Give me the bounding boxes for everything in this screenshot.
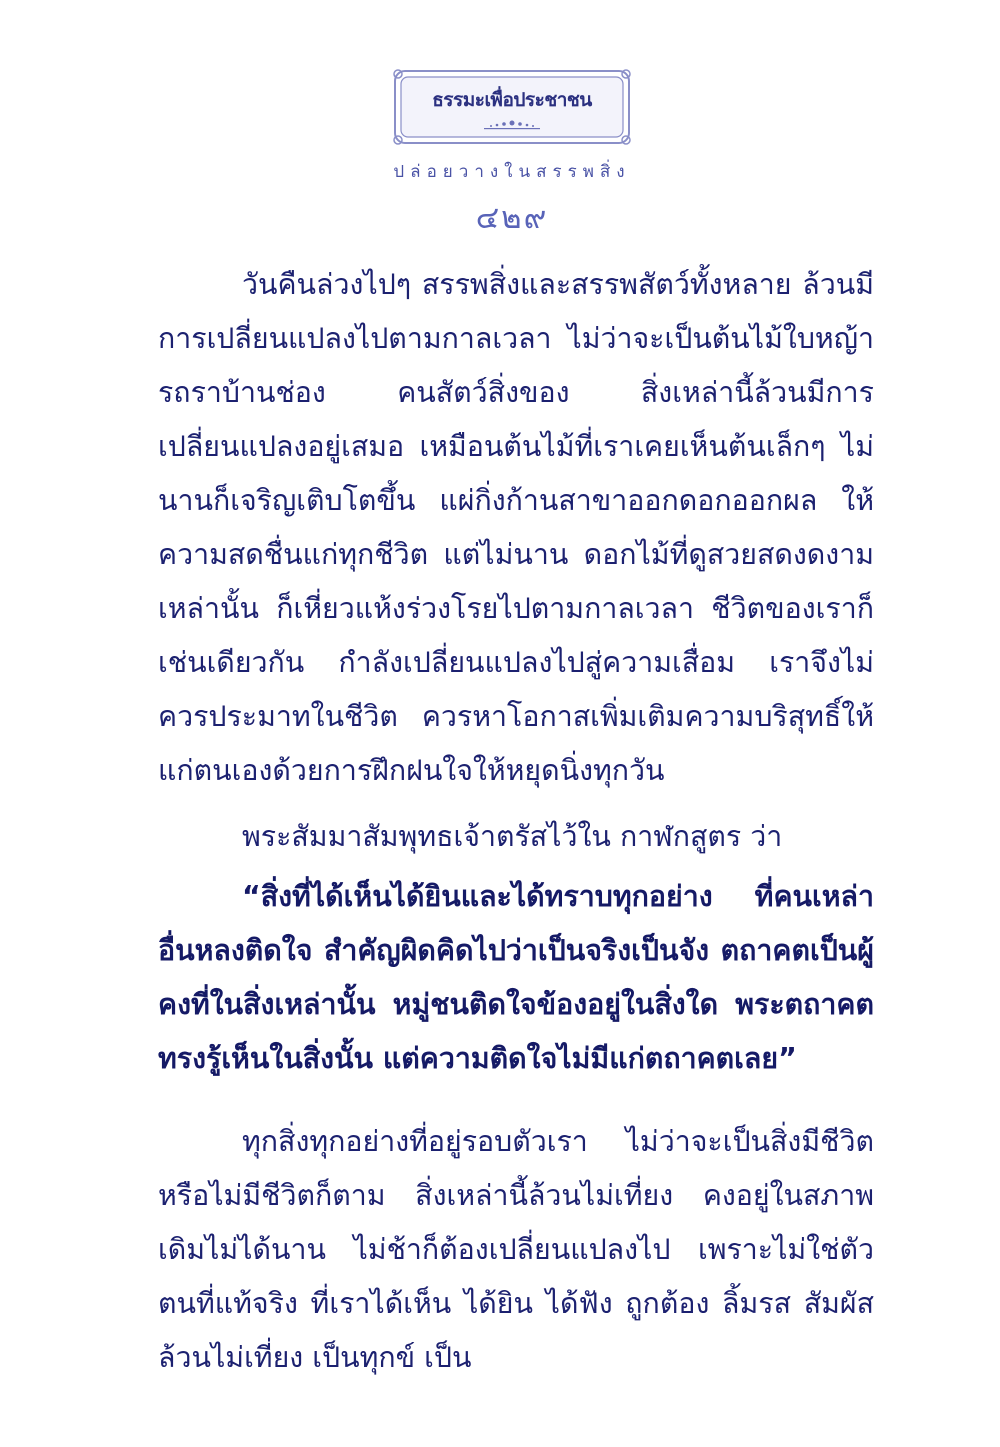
quote-intro: พระสัมมาสัมพุทธเจ้าตรัสไว้ใน กาฬกสูตร ว่า bbox=[242, 820, 783, 853]
article-body bbox=[158, 258, 874, 1385]
page-number: ๔๒๙ bbox=[475, 200, 549, 236]
buddha-quote: “สิ่งที่ได้เห็นได้ยินและได้ทราบทุกอย่าง ที่คนเหล่าอื่นหลงติดใจ สำคัญผิดคิดไปว่าเป็นจริงเป็นจัง ตถาคตเป็นผู้คงที่ในสิ่งเหล่านั้น หมู่ชนติดใจข้องอยู่ในสิ่งใด พระตถาคตทรงรู้เห็นในสิ่งนั้น แต่ความติดใจไม่มีแก่ตถาคตเลย” bbox=[158, 880, 874, 1075]
book-series-logo bbox=[392, 68, 632, 146]
chapter-subtitle: ปล่อยวางในสรรพสิ่ง bbox=[393, 162, 631, 182]
paragraph-2: ทุกสิ่งทุกอย่างที่อยู่รอบตัวเรา ไม่ว่าจะเป็นสิ่งมีชีวิตหรือไม่มีชีวิตก็ตาม สิ่งเหล่านี้ล้วนไม่เที่ยง คงอยู่ในสภาพเดิมไม่ได้นาน ไม่ช้าก็ต้องเปลี่ยนแปลงไป เพราะไม่ใช่ตัวตนที่แท้จริง ที่เราได้เห็น ได้ยิน ได้ฟัง ถูกต้อง ลิ้มรส สัมผัส ล้วนไม่เที่ยง เป็นทุกข์ เป็น bbox=[158, 1124, 874, 1374]
paragraph-1: วันคืนล่วงไปๆ สรรพสิ่งและสรรพสัตว์ทั้งหลาย ล้วนมีการเปลี่ยนแปลงไปตามกาลเวลา ไม่ว่าจะเป็นต้นไม้ใบหญ้า รถราบ้านช่อง คนสัตว์สิ่งของ สิ่งเหล่านี้ล้วนมีการเปลี่ยนแปลงอยู่เสมอ เหมือนต้นไม้ที่เราเคยเห็นต้นเล็กๆ ไม่นานก็เจริญเติบโตขึ้น แผ่กิ่งก้านสาขาออกดอกออกผล ให้ความสดชื่นแก่ทุกชีวิต แต่ไม่นาน ดอกไม้ที่ดูสวยสดงดงามเหล่านั้น ก็เหี่ยวแห้งร่วงโรยไปตามกาลเวลา ชีวิตของเราก็เช่นเดียวกัน กำลังเปลี่ยนแปลงไปสู่ความเสื่อม เราจึงไม่ควรประมาทในชีวิต ควรหาโอกาสเพิ่มเติมความบริสุทธิ์ให้แก่ตนเองด้วยการฝึกฝนใจให้หยุดนิ่งทุกวัน bbox=[158, 268, 874, 787]
logo-title: ธรรมะเพื่อประชาชน bbox=[432, 89, 592, 111]
